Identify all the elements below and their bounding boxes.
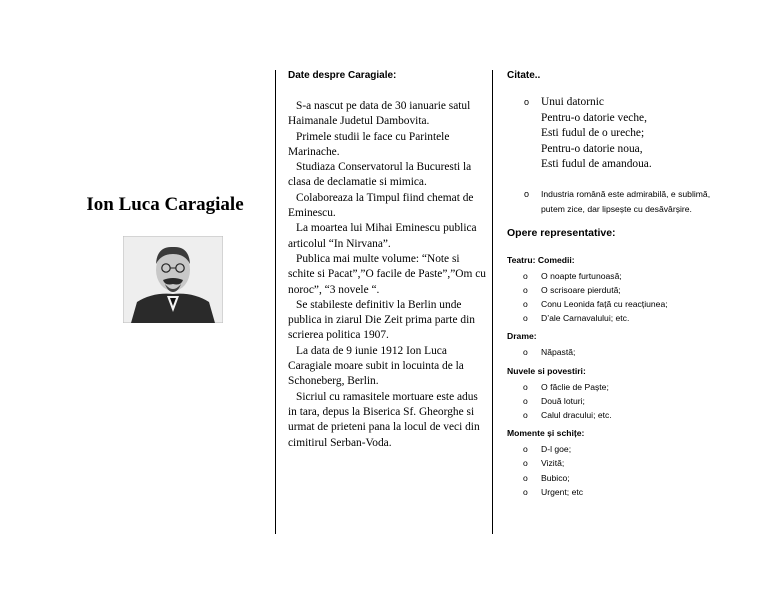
quote-text: Industria română este admirabilă, e sublimă, putem zice, dar lipsește cu desăvârșire. xyxy=(541,188,711,214)
work-title: Conu Leonida față cu reacțiunea; xyxy=(541,298,668,309)
bullet-icon: o xyxy=(523,298,528,309)
work-title: D’ale Carnavalului; etc. xyxy=(541,313,630,324)
column-divider-right xyxy=(492,70,493,534)
quote-line: Pentru-o datorie noua, xyxy=(541,142,643,155)
biography-paragraph: S-a nascut pe data de 30 ianuarie satul Haimanale Judetul Dambovita. xyxy=(288,100,471,128)
quote-line: Unui datornic xyxy=(541,96,604,108)
bullet-icon: o xyxy=(523,458,528,469)
biography-paragraph: Primele studii le face cu Parintele Marinache. xyxy=(288,130,450,158)
biography-paragraph: Se stabileste definitiv la Berlin unde publica in ziarul Die Zeit prima parte din scrierea politica 1907. xyxy=(288,298,475,342)
list-item xyxy=(507,283,725,297)
bullet-icon: o xyxy=(523,409,528,420)
nuvele-list xyxy=(507,380,725,423)
drame-list xyxy=(507,345,725,359)
biography-column xyxy=(288,70,486,451)
list-item xyxy=(507,456,725,470)
page-title: Ion Luca Caragiale xyxy=(86,194,244,215)
bullet-icon: o xyxy=(523,270,528,281)
biography-paragraph: La moartea lui Mihai Eminescu publica articolul “In Nirvana”. xyxy=(288,222,477,250)
list-item xyxy=(507,345,725,359)
list-item xyxy=(507,394,725,408)
works-heading: Opere representative: xyxy=(507,226,616,239)
quote-line: Pentru-o datorie veche, xyxy=(541,111,647,124)
bullet-icon: o xyxy=(523,313,528,324)
work-title: Năpastă; xyxy=(541,347,576,358)
category-momente: Momente și schițe: xyxy=(507,428,585,439)
bullet-icon: o xyxy=(524,97,530,107)
list-item xyxy=(507,442,725,456)
biography-paragraph: La data de 9 iunie 1912 Ion Luca Caragiale moare subit in locuinta de la Schoneberg, Berlin. xyxy=(288,344,464,388)
biography-heading: Date despre Caragiale: xyxy=(288,70,397,81)
work-title: O făclie de Paște; xyxy=(541,381,609,392)
list-item xyxy=(507,269,725,283)
list-item xyxy=(507,408,725,422)
work-title: Vizită; xyxy=(541,458,565,469)
work-title: Bubico; xyxy=(541,472,570,483)
biography-paragraph: Publica mai multe volume: “Note si schite si Pacat”,”O facile de Paste”,”Om cu noroc”, “3 novele “. xyxy=(288,252,486,296)
list-item xyxy=(507,485,725,499)
work-title: D-l goe; xyxy=(541,444,572,455)
quotes-heading: Citate.. xyxy=(507,70,541,81)
column-divider-left xyxy=(275,70,276,534)
momente-list xyxy=(507,442,725,499)
list-item xyxy=(507,297,725,311)
bullet-icon: o xyxy=(523,486,528,497)
list-item xyxy=(507,311,725,325)
bullet-icon: o xyxy=(524,188,530,199)
quote-line: Esti fudul de amandoua. xyxy=(541,158,652,170)
quote-poem xyxy=(524,95,725,173)
bullet-icon: o xyxy=(523,284,528,295)
work-title: O noapte furtunoasă; xyxy=(541,270,622,281)
biography-paragraph: Colaboreaza la Timpul fiind chemat de Eminescu. xyxy=(288,191,474,220)
work-title: O scrisoare pierdută; xyxy=(541,284,621,295)
category-drame: Drame: xyxy=(507,331,537,342)
bullet-icon: o xyxy=(523,472,528,483)
bullet-icon: o xyxy=(523,444,528,455)
category-nuvele: Nuvele si povestiri: xyxy=(507,365,586,376)
list-item xyxy=(507,471,725,485)
work-title: Urgent; etc xyxy=(541,486,584,497)
bullet-icon: o xyxy=(523,347,528,358)
works-column xyxy=(507,70,725,503)
quote-industry xyxy=(524,187,725,217)
bullet-icon: o xyxy=(523,395,528,406)
caragiale-portrait xyxy=(123,236,223,323)
list-item xyxy=(507,380,725,394)
biography-paragraph: Studiaza Conservatorul la Bucuresti la clasa de declamatie si mimica. xyxy=(288,161,472,189)
work-title: Calul dracului; etc. xyxy=(541,409,612,420)
quote-line: Esti fudul de o ureche; xyxy=(541,127,645,139)
category-teatru: Teatru: Comedii: xyxy=(507,254,575,265)
bullet-icon: o xyxy=(523,381,528,392)
work-title: Două loturi; xyxy=(541,395,585,406)
teatru-list xyxy=(507,269,725,326)
biography-paragraph: Sicriul cu ramasitele mortuare este adus in tara, depus la Biserica Sf. Gheorghe si urmat de prieteni pana la locul de veci din cimitirul Serban-Voda. xyxy=(288,390,480,449)
